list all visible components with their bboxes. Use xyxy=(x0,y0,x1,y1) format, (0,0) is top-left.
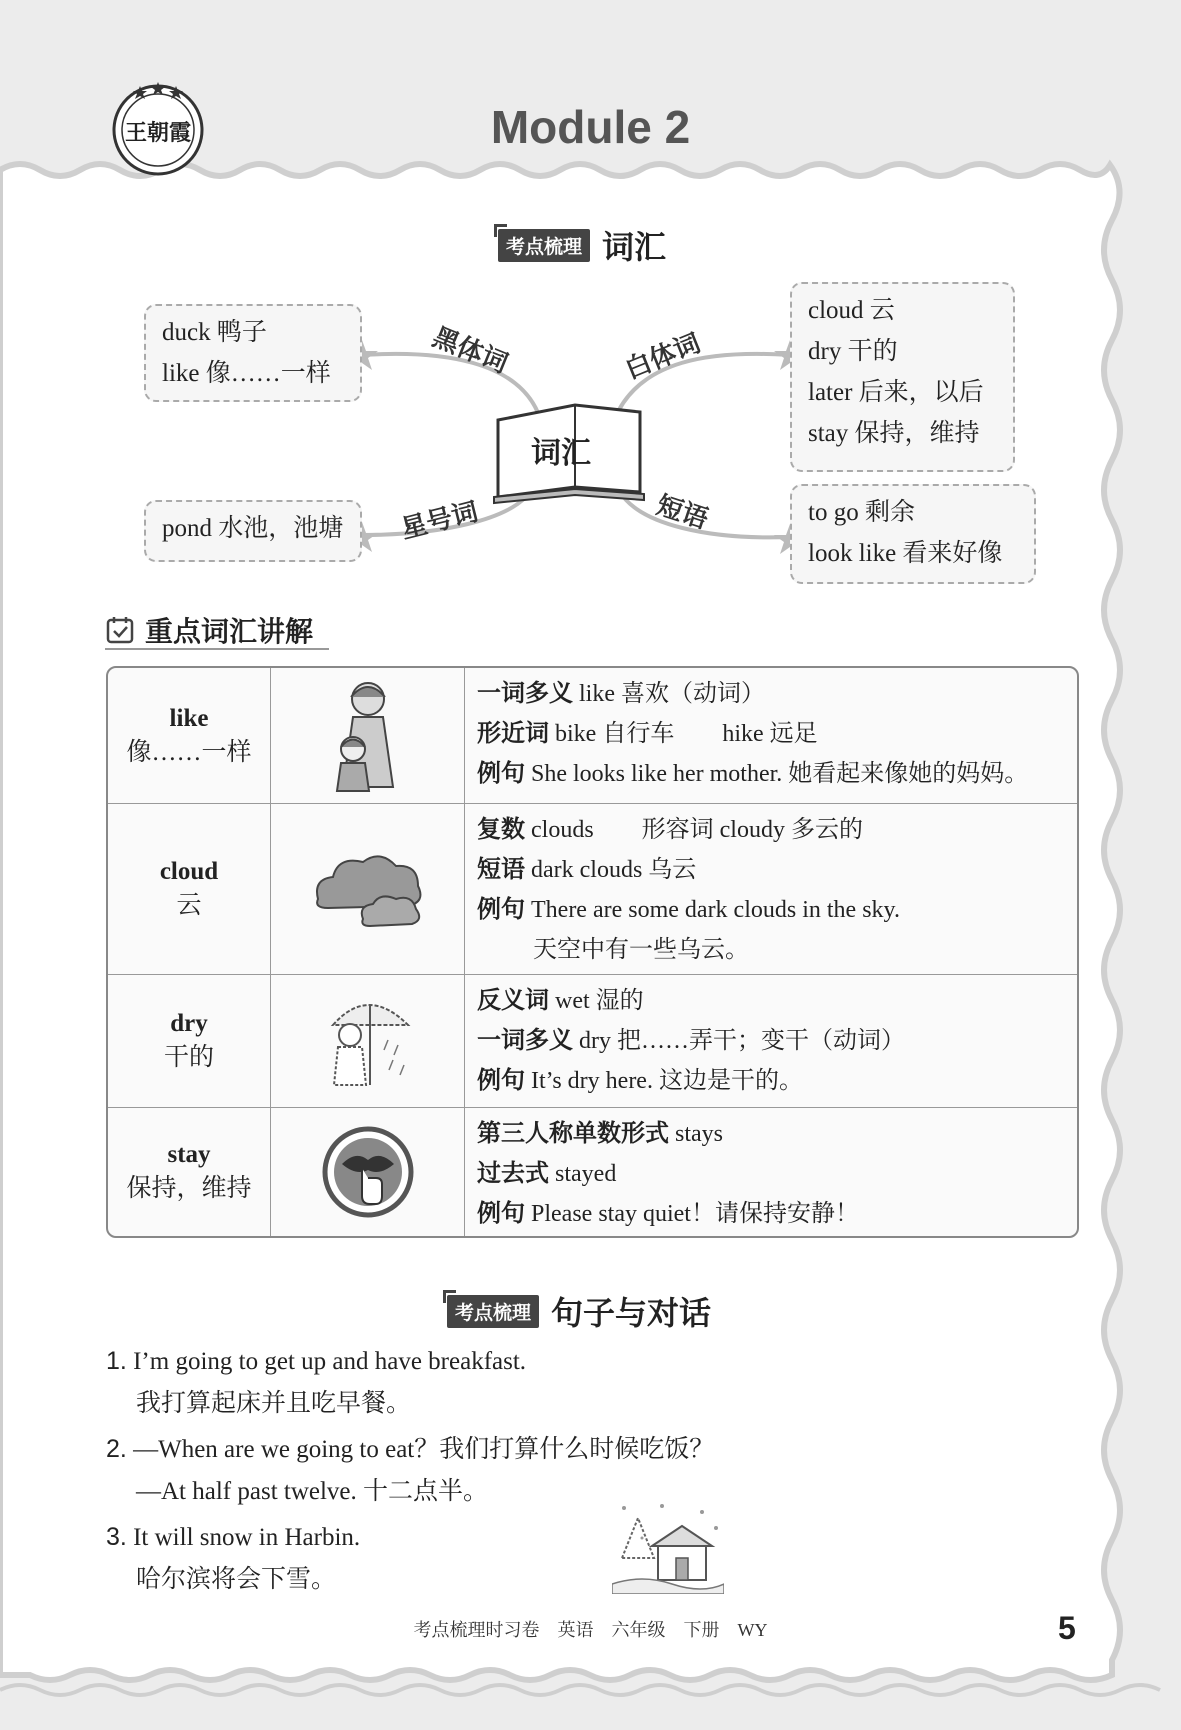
vocab-word-cell xyxy=(108,1108,271,1236)
page-number: 5 xyxy=(1058,1610,1076,1646)
note-line: 形近词 bike 自行车 hike 远足 xyxy=(477,721,818,747)
sentence-number: 3. xyxy=(106,1523,127,1551)
note-line: 复数 clouds 形容词 cloudy 多云的 xyxy=(477,817,863,843)
key-vocab-title: 重点词汇讲解 xyxy=(145,616,314,647)
list-item: pond 水池，池塘 xyxy=(162,515,344,542)
note-line: 短语 dark clouds 乌云 xyxy=(477,857,697,883)
vocab-word-cell xyxy=(108,804,271,974)
note-line: 例句 It’s dry here. 这边是干的。 xyxy=(477,1068,803,1094)
note-line: 反义词 wet 湿的 xyxy=(477,988,644,1014)
vocab-meaning: 像……一样 xyxy=(126,738,252,766)
section-title: 句子与对话 xyxy=(551,1295,712,1331)
vocab-word-cell xyxy=(108,668,271,803)
vocab-notes xyxy=(465,668,1077,803)
list-item: later 后来，以后 xyxy=(808,379,984,406)
sentence-item: 1. I’m going to get up and have breakfast. 我打算起床并且吃早餐。 xyxy=(106,1347,527,1417)
section-title: 词汇 xyxy=(602,229,667,265)
vocab-word: stay xyxy=(167,1141,211,1168)
table-row xyxy=(108,803,1077,974)
sentence-item: 2. —When are we going to eat？我们打算什么时候吃饭？ —At half past twelve. 十二点半。 xyxy=(106,1435,715,1505)
vocab-notes xyxy=(465,1108,1077,1236)
note-line: 天空中有一些乌云。 xyxy=(533,937,749,963)
clouds-picture xyxy=(271,804,465,974)
list-item: duck 鸭子 xyxy=(162,319,267,346)
note-line: 例句 She looks like her mother. 她看起来像她的妈妈。 xyxy=(477,761,1029,787)
sentence-number: 2. xyxy=(106,1435,127,1463)
table-row xyxy=(108,974,1077,1107)
sentence-number: 1. xyxy=(106,1347,127,1375)
module-title: Module 2 xyxy=(490,101,691,153)
snowy-house-picture xyxy=(612,1498,724,1594)
note-line: 一词多义 like 喜欢（动词） xyxy=(477,681,765,707)
note-line: 一词多义 dry 把……弄干；变干（动词） xyxy=(477,1028,905,1054)
list-item: stay 保持，维持 xyxy=(808,420,980,447)
list-item: to go 剩余 xyxy=(808,499,915,526)
vocab-notes xyxy=(465,804,1077,974)
list-item: look like 看来好像 xyxy=(808,540,1003,567)
key-vocab-table xyxy=(106,666,1079,1238)
umbrella-girl-picture xyxy=(271,975,465,1107)
branch-label-phrases: 短语 xyxy=(653,490,712,535)
list-item: dry 干的 xyxy=(808,338,898,365)
quiet-sign-icon xyxy=(320,1124,416,1220)
bold-words-box xyxy=(144,304,362,402)
section-tag: 考点梳理 xyxy=(447,1295,539,1328)
vocab-meaning: 保持，维持 xyxy=(126,1175,252,1202)
vocab-word: like xyxy=(169,704,209,732)
branch-label-starred: 星号词 xyxy=(398,496,481,544)
section-header-sentences xyxy=(447,1288,711,1334)
vocab-notes xyxy=(465,975,1077,1107)
table-row xyxy=(108,668,1077,803)
mother-daughter-picture xyxy=(271,668,465,803)
note-line: 例句 Please stay quiet！请保持安静！ xyxy=(477,1201,859,1227)
note-line: 第三人称单数形式 stays xyxy=(477,1121,723,1147)
regular-words-box xyxy=(790,282,1015,472)
sentence-item: 3. It will snow in Harbin. 哈尔滨将会下雪。 xyxy=(106,1523,361,1593)
phrases-box xyxy=(790,484,1036,584)
note-line: 例句 There are some dark clouds in the sky. xyxy=(477,897,900,923)
branch-label-regular: 白体词 xyxy=(621,328,705,385)
table-row xyxy=(108,1107,1077,1236)
branch-label-bold: 黑体词 xyxy=(428,322,512,379)
vocab-word: dry xyxy=(170,1010,208,1037)
starred-words-box xyxy=(144,500,362,562)
key-vocab-header xyxy=(105,612,329,650)
logo-text: 王朝霞 xyxy=(124,120,192,146)
footer-text: 考点梳理时习卷 英语 六年级 下册 WY xyxy=(413,1620,768,1640)
mindmap-center-label: 词汇 xyxy=(531,437,591,470)
note-line: 过去式 stayed xyxy=(477,1161,617,1187)
vocab-word-cell xyxy=(108,975,271,1107)
list-item: like 像……一样 xyxy=(162,360,331,387)
calendar-check-icon xyxy=(105,615,135,645)
section-tag: 考点梳理 xyxy=(498,229,590,262)
vocab-word: cloud xyxy=(159,858,219,885)
vocab-meaning: 云 xyxy=(176,892,202,919)
vocab-meaning: 干的 xyxy=(163,1044,214,1071)
quiet-sign-picture xyxy=(271,1108,465,1236)
list-item: cloud 云 xyxy=(808,297,895,324)
